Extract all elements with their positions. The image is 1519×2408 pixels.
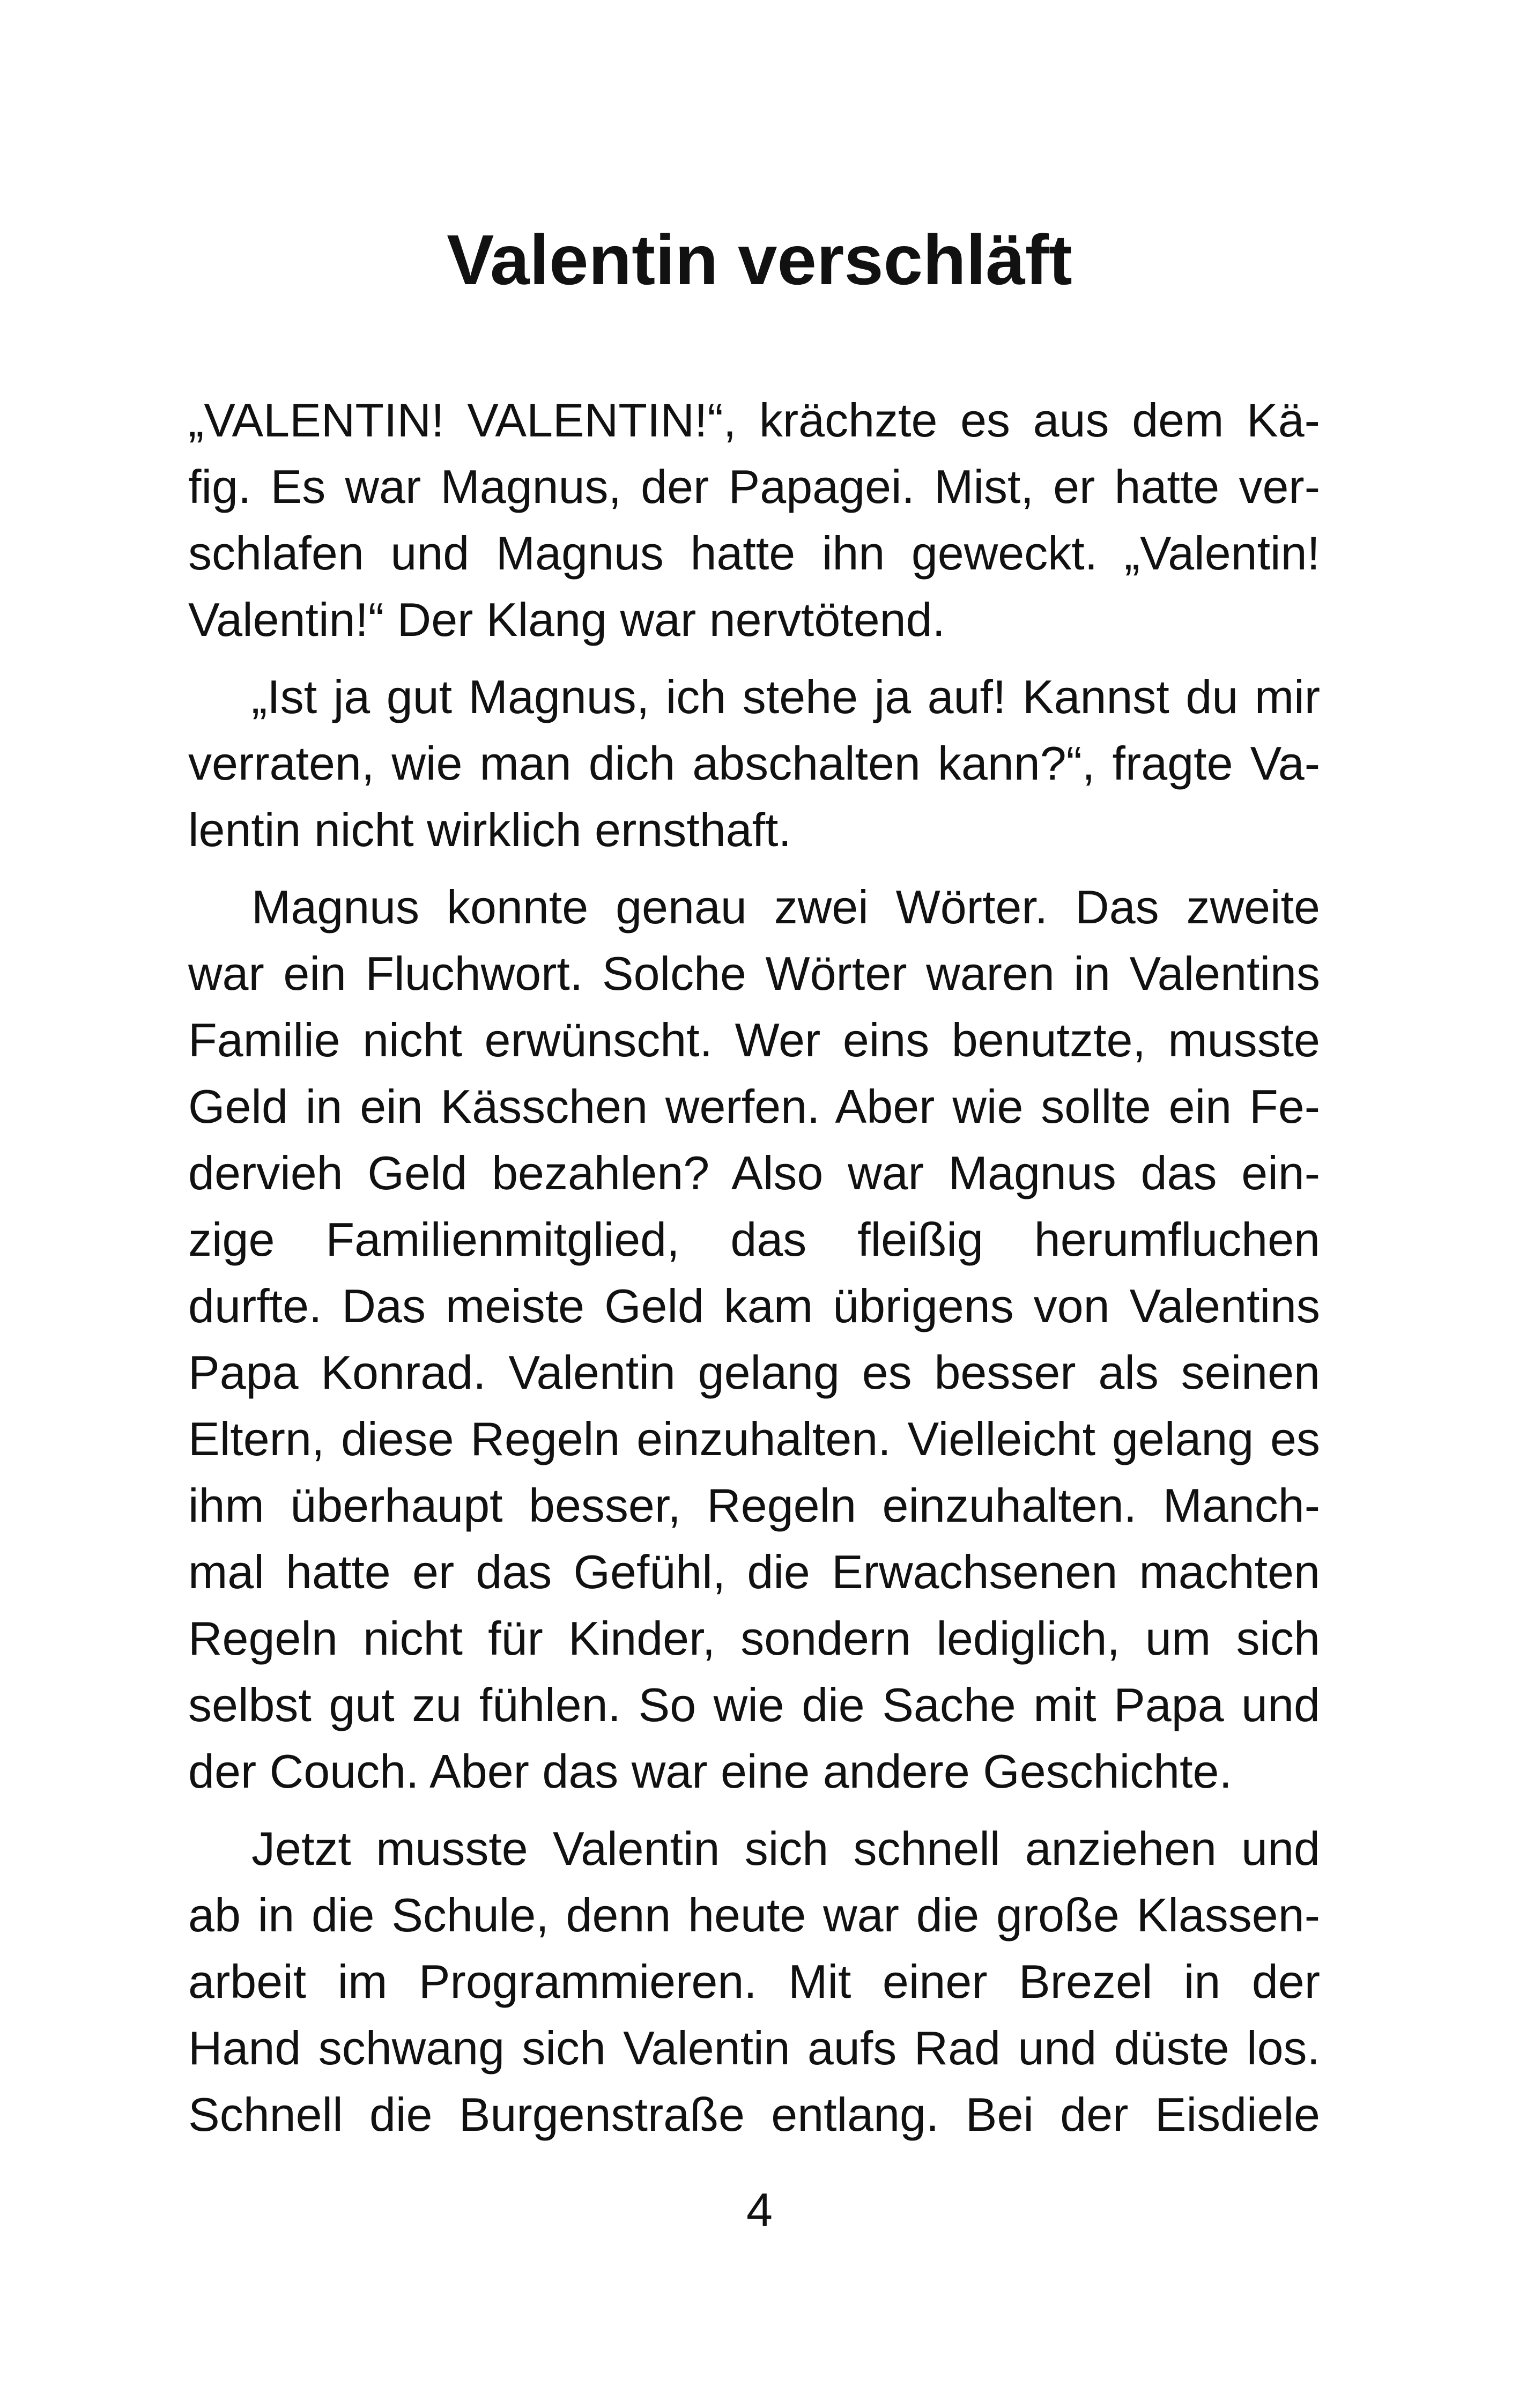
text-line: selbst gut zu fühlen. So wie die Sache mit Papa und [188,1678,1320,1731]
paragraph-4 [188,1816,1320,2148]
page-number: 4 [746,2183,773,2236]
text-line: dervieh Geld bezahlen? Also war Magnus das ein- [188,1146,1320,1199]
text-line: war ein Fluchwort. Solche Wörter waren in Valentins [188,947,1320,1000]
chapter-title: Valentin verschläft [447,220,1072,299]
text-line: Papa Konrad. Valentin gelang es besser als seinen [188,1346,1320,1399]
text-line: verraten, wie man dich abschalten kann?“, fragte Va- [188,737,1320,790]
text-line: schlafen und Magnus hatte ihn geweckt. „Valentin! [188,527,1320,580]
paragraph-2 [188,664,1320,863]
text-line: „Ist ja gut Magnus, ich stehe ja auf! Kannst du mir [251,670,1320,723]
text-line: der Couch. Aber das war eine andere Geschichte. [188,1745,1232,1798]
text-line: Magnus konnte genau zwei Wörter. Das zweite [251,880,1320,933]
text-line: arbeit im Programmieren. Mit einer Brezel in der [188,1955,1320,2008]
text-line: Geld in ein Kässchen werfen. Aber wie sollte ein Fe- [188,1080,1320,1133]
text-line: mal hatte er das Gefühl, die Erwachsenen machten [188,1545,1320,1598]
paragraph-3 [188,874,1320,1805]
text-line: ab in die Schule, denn heute war die große Klassen- [188,1888,1320,1942]
text-line: lentin nicht wirklich ernsthaft. [188,803,791,856]
text-line: Jetzt musste Valentin sich schnell anziehen und [251,1822,1320,1875]
text-line: Schnell die Burgenstraße entlang. Bei der Eisdiele [188,2088,1320,2141]
text-line: Familie nicht erwünscht. Wer eins benutzte, musste [188,1013,1320,1066]
paragraph-1 [188,387,1320,653]
text-line: Regeln nicht für Kinder, sondern lediglich, um sich [188,1612,1320,1665]
text-line: durfte. Das meiste Geld kam übrigens von Valentins [188,1279,1320,1332]
text-line: zige Familienmitglied, das fleißig herumfluchen [188,1213,1320,1266]
text-line: fig. Es war Magnus, der Papagei. Mist, er hatte ver- [188,460,1320,513]
text-line: Eltern, diese Regeln einzuhalten. Vielleicht gelang es [188,1412,1320,1465]
text-line: „VALENTIN! VALENTIN!“, krächzte es aus dem Kä- [188,394,1320,447]
text-line: Valentin!“ Der Klang war nervtötend. [188,593,945,646]
text-line: ihm überhaupt besser, Regeln einzuhalten. Manch- [188,1479,1320,1532]
chapter-body [188,387,1320,2159]
text-line: Hand schwang sich Valentin aufs Rad und düste los. [188,2021,1320,2074]
